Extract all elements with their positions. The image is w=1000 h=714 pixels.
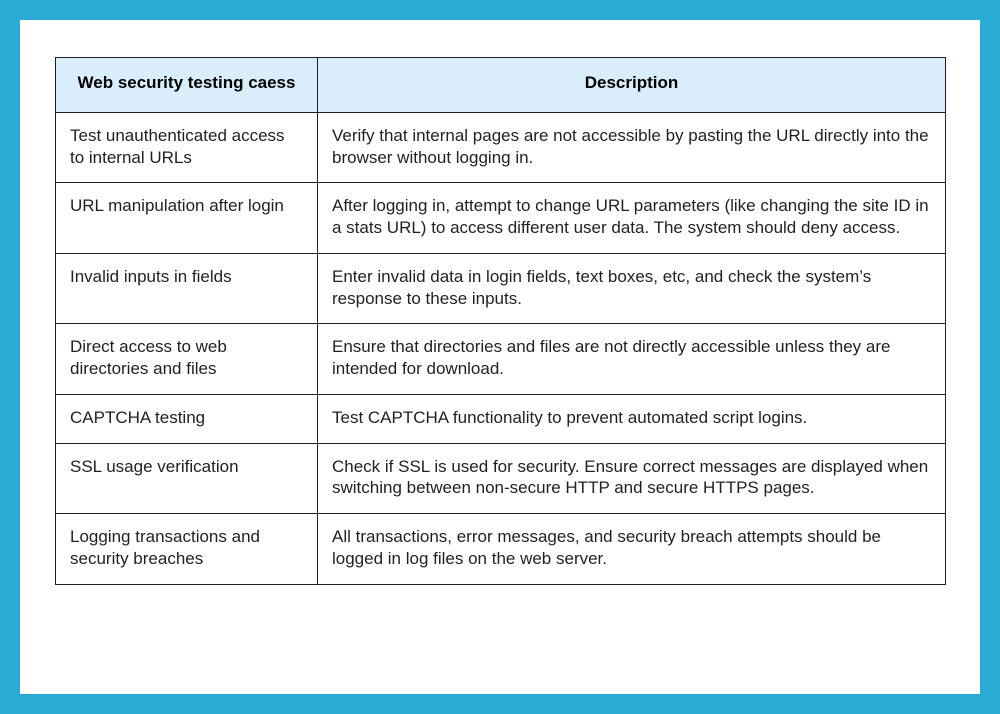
table-row [56, 443, 946, 514]
cell-description: After logging in, attempt to change URL parameters (like changing the site ID in a stats URL) to access different user data. The system should deny access. [318, 183, 946, 254]
column-header-test-case: Web security testing caess [56, 58, 318, 113]
table-body [56, 112, 946, 584]
table-row [56, 514, 946, 585]
table-row [56, 324, 946, 395]
table-header [56, 58, 946, 113]
cell-description: All transactions, error messages, and security breach attempts should be logged in log files on the web server. [318, 514, 946, 585]
cell-description: Check if SSL is used for security. Ensure correct messages are displayed when switching between non-secure HTTP and secure HTTPS pages. [318, 443, 946, 514]
cell-test-case: URL manipulation after login [56, 183, 318, 254]
cell-description: Ensure that directories and files are not directly accessible unless they are intended for download. [318, 324, 946, 395]
table-row [56, 112, 946, 183]
cell-description: Enter invalid data in login fields, text boxes, etc, and check the system’s response to these inputs. [318, 253, 946, 324]
cell-test-case: Direct access to web directories and files [56, 324, 318, 395]
cell-test-case: CAPTCHA testing [56, 394, 318, 443]
document-card [20, 20, 980, 694]
cell-description: Test CAPTCHA functionality to prevent automated script logins. [318, 394, 946, 443]
cell-test-case: Invalid inputs in fields [56, 253, 318, 324]
column-header-description: Description [318, 58, 946, 113]
table-row [56, 253, 946, 324]
table-row [56, 183, 946, 254]
table-row [56, 394, 946, 443]
cell-test-case: Test unauthenticated access to internal URLs [56, 112, 318, 183]
cell-test-case: Logging transactions and security breaches [56, 514, 318, 585]
security-testing-table [55, 57, 946, 585]
security-testing-table-wrapper [55, 57, 945, 585]
cell-description: Verify that internal pages are not accessible by pasting the URL directly into the browser without logging in. [318, 112, 946, 183]
cell-test-case: SSL usage verification [56, 443, 318, 514]
table-header-row [56, 58, 946, 113]
